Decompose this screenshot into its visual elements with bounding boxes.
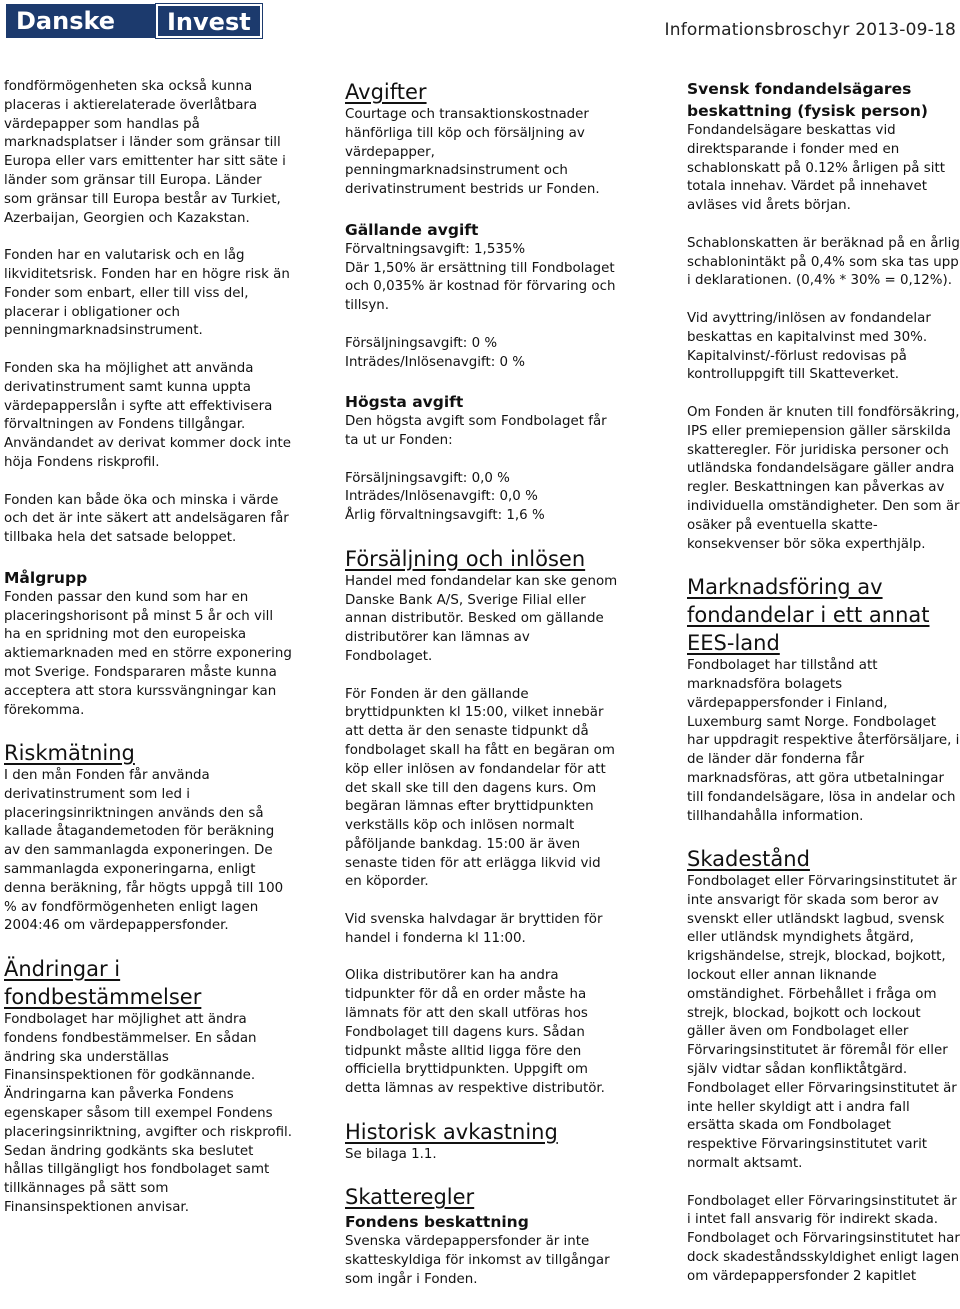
fee-line: Inträdes/Inlösenavgift: 0,0 % xyxy=(345,489,538,505)
heading-fondens-beskattning: Fondens beskattning xyxy=(345,1213,529,1232)
document-header-title: Informationsbroschyr 2013-09-18 xyxy=(664,20,956,40)
danske-invest-logo xyxy=(6,4,262,38)
paragraph: I den mån Fonden får använda derivatinstrument som led i placeringsinriktningen används den så kallade åtagandemetoden för beräkning av den sammanlagda exponeringen. De sammanlagda exponeringarna, enligt denna beräkning, får högts uppgå till 100 % av fondförmögenheten enligt lagen 2004:46 om värdepappersfonder. xyxy=(4,768,284,934)
paragraph: Fondbolaget eller Förvaringsinstitutet är inte ansvarigt för skada som beror av svenskt eller utländskt lagbud, svensk eller utländsk myndighets åtgärd, krigshändelse, strejk, blockad, bojkott, lockout eller annan liknande omständighet. Förbehållet i fråga om strejk, blockad, bojkott och lockout gäller även om Fondbolaget eller Förvaringsinstitutet är föremål för eller själv vidtar sådan konfliktåtgärd. Fondbolaget eller Förvaringsinstitutet är inte heller skyldigt att i andra fall ersätta skada om Fondbolaget respektive Förvaringsinstitutet varit normalt aktsamt. xyxy=(687,874,957,1172)
logo-text-invest: Invest xyxy=(156,4,262,38)
heading-andringar: Ändringar i fondbestämmelser xyxy=(4,957,202,1010)
paragraph: Den högsta avgift som Fondbolaget får ta ut ur Fonden: xyxy=(345,414,607,448)
fee-line: Årlig förvaltningsavgift: 1,6 % xyxy=(345,508,545,524)
heading-skatteregler: Skatteregler xyxy=(345,1185,475,1210)
heading-forsaljning: Försäljning och inlösen xyxy=(345,546,586,571)
heading-historisk-avkastning: Historisk avkastning xyxy=(345,1119,558,1144)
paragraph: Se bilaga 1.1. xyxy=(345,1146,437,1162)
heading-hogsta-avgift: Högsta avgift xyxy=(345,393,464,412)
paragraph: Olika distributörer kan ha andra tidpunkter för då en order måste ha lämnats för att den skall utföras hos Fondbolaget till dagens kurs. Sådan tidpunkt måste alltid ligga före den officiella bryttidpunkten. Uppgift om detta lämnas av respektive distributör. xyxy=(345,968,605,1097)
heading-malgrupp: Målgrupp xyxy=(4,568,88,587)
paragraph: Om Fonden är knuten till fondförsäkring, IPS eller premiepension gäller särskilda skatteregler. För juridiska personer och utländska fondandelsägare gäller andra regler. Beskattningen kan påverkas av individuella omständigheter. Den som är osäker på eventuella skatte-konsekvenser bör söka experthjälp. xyxy=(687,404,960,552)
paragraph: Svenska värdepappersfonder är inte skatteskyldiga för inkomst av tillgångar som ingår i Fonden. xyxy=(345,1234,610,1288)
fee-line: Inträdes/Inlösenavgift: 0 % xyxy=(345,354,526,370)
paragraph: Fondandelsägare beskattas vid direktsparande i fonder med en schablonskatt på 0.12% årligen på sitt totala innehav. Värdet på innehavet avläses vid årets början. xyxy=(687,123,945,214)
paragraph: Fondbolaget eller Förvaringsinstitutet är i intet fall ansvarig för indirekt skada. Fondbolaget och Förvaringsinstitutet har dock skadeståndsskyldighet enligt lagen om värdepappersfonder 2 kapitlet xyxy=(687,1193,960,1284)
paragraph: Vid avyttring/inlösen av fondandelar beskattas en kapitalvinst med 30%. Kapitalvinst/-förlust redovisas på kontrolluppgift till Skatteverket. xyxy=(687,310,931,383)
paragraph: fondförmögenheten ska också kunna placeras i aktierelaterade överlåtbara värdepapper som handlas på marknadsplatser i länder som gränsar till Europa eller vars emittenter har sitt säte i länder som gränsar till Europa. Länder som gränsar till Europa består av Turkiet, Azerbaijan, Georgien och Kazakstan. xyxy=(4,79,286,226)
heading-skadestand: Skadestånd xyxy=(687,847,810,872)
heading-svensk-beskattning: Svensk fondandelsägares beskattning (fysisk person) xyxy=(687,80,928,120)
paragraph: Fondbolaget har möjlighet att ändra fondens fondbestämmelser. En sådan ändring ska underställas Finansinspektionen för godkännande. Ändringarna kan påverka Fondens egenskaper såsom till exempel Fondens placeringsinriktning, avgifter och riskprofil. Sedan ändring godkänts ska beslutet hållas tillgängligt hos fondbolaget samt tillkännages på sätt som Finansinspektionen anvisar. xyxy=(4,1012,293,1216)
heading-avgifter: Avgifter xyxy=(345,80,427,104)
paragraph: Fonden kan både öka och minska i värde och det är inte säkert att andelsägaren får tillbaka hela det satsade beloppet. xyxy=(4,492,289,546)
paragraph: Fonden ska ha möjlighet att använda derivatinstrument samt kunna uppta värdepapperslån i syfte att effektivisera förvaltningen av Fondens tillgångar. Användandet av derivat kommer dock inte höja Fondens riskprofil. xyxy=(4,360,292,470)
paragraph: Vid svenska halvdagar är bryttiden för handel i fonderna kl 11:00. xyxy=(345,912,603,946)
heading-marknadsforing: Marknadsföring av fondandelar i ett annat EES-land xyxy=(687,575,930,656)
paragraph: Courtage och transaktionskostnader hänförliga till köp och försäljning av värdepapper, penningmarknadsinstrument och derivatinstrument bestrids ur Fonden. xyxy=(345,107,600,198)
paragraph: Handel med fondandelar kan ske genom Danske Bank A/S, Sverige Filial eller annan distributör. Besked om gällande distributörer kan lämnas av Fondbolaget. xyxy=(345,573,618,664)
heading-gallande-avgift: Gällande avgift xyxy=(345,220,479,239)
column-middle xyxy=(345,78,620,1309)
logo-text-danske: Danske xyxy=(6,4,156,38)
column-left xyxy=(4,78,294,1237)
fee-line: Där 1,50% är ersättning till Fondbolaget och 0,035% är kostnad för förvaring och tillsyn. xyxy=(345,260,616,314)
column-right xyxy=(687,78,960,1305)
fee-line: Försäljningsavgift: 0,0 % xyxy=(345,470,510,486)
fee-line: Försäljningsavgift: 0 % xyxy=(345,335,498,351)
paragraph: Fondbolaget har tillstånd att marknadsföra bolagets värdepappersfonder i Finland, Luxemburg samt Norge. Fondbolaget har uppdragit respektive återförsäljare, i de länder där fonderna får marknadsföras, att göra utbetalningar till fondandelsägare, lösa in andelar och tillhandahålla information. xyxy=(687,658,960,824)
paragraph: Schablonskatten är beräknad på en årlig schablonintäkt på 0,4% som ska tas upp i deklarationen. (0,4% * 30% = 0,12%). xyxy=(687,235,960,289)
paragraph: För Fonden är den gällande bryttidpunkten kl 15:00, vilket innebär att detta är den senaste tidpunkt då fondbolaget skall ha fått en begäran om köp eller inlösen av fondandelar för att det skall ske till den dagens kurs. Om begäran lämnas efter bryttidpunkten verkställs köp och inlösen normalt påföljande bankdag. 15:00 är även senaste tiden för att erlägga likvid vid en köporder. xyxy=(345,686,615,890)
heading-riskmatning: Riskmätning xyxy=(4,741,135,766)
fee-line: Förvaltningsavgift: 1,535% xyxy=(345,241,526,257)
paragraph: Fonden passar den kund som har en placeringshorisont på minst 5 år och vill ha en spridning mot den europeiska aktiemarknaden med en större exponering mot Sverige. Fondspararen måste kunna acceptera att stora kurssvängningar kan förekomma. xyxy=(4,589,292,718)
paragraph: Fonden har en valutarisk och en låg likviditetsrisk. Fonden har en högre risk än Fonder som enbart, eller till viss del, placerar i obligationer och penningmarknadsinstrument. xyxy=(4,248,290,339)
